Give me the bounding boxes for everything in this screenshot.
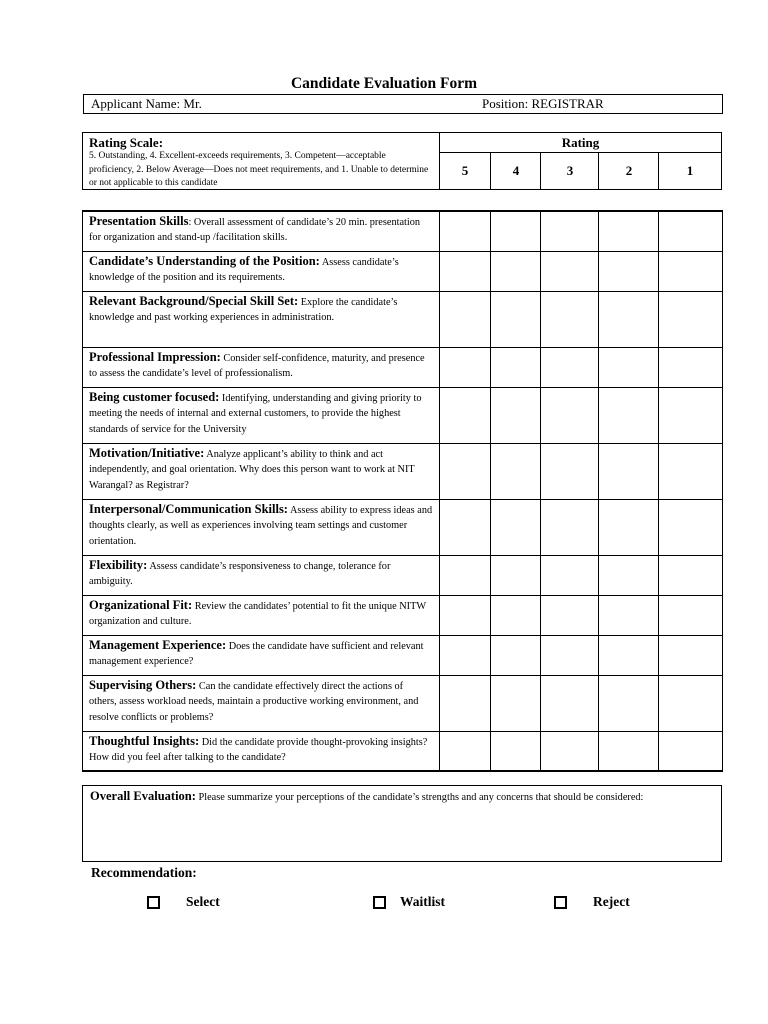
rating-cell-5[interactable]	[440, 636, 490, 675]
criterion-text: Assess candidate’s knowledge of the position and its requirements.	[89, 257, 399, 284]
rating-cell-4[interactable]	[490, 348, 541, 387]
applicant-row	[83, 94, 723, 114]
option-reject[interactable]	[554, 894, 630, 910]
criterion-text: Identifying, understanding and giving priority to meeting the needs of internal and external customers, to provide the highest standards of service for the University	[89, 393, 422, 435]
criterion-row	[83, 388, 722, 444]
rating-cell-4[interactable]	[490, 676, 541, 731]
rating-cell-5[interactable]	[440, 556, 490, 595]
rating-value-3: 3	[540, 152, 599, 189]
rating-value-2: 2	[598, 152, 659, 189]
criterion-title: Supervising Others:	[89, 678, 197, 692]
rating-cell-2[interactable]	[598, 212, 659, 251]
criterion-row	[83, 556, 722, 596]
option-reject-label: Reject	[593, 894, 630, 909]
rating-cell-2[interactable]	[598, 348, 659, 387]
criterion-description	[83, 596, 440, 635]
rating-cell-4[interactable]	[490, 212, 541, 251]
criterion-description	[83, 676, 440, 731]
rating-cell-5[interactable]	[440, 500, 490, 555]
checkbox-icon[interactable]	[554, 896, 567, 909]
rating-scale-heading: Rating Scale:	[89, 135, 164, 150]
rating-cell-2[interactable]	[598, 556, 659, 595]
rating-cell-2[interactable]	[598, 444, 659, 499]
criterion-title: Professional Impression:	[89, 350, 221, 364]
rating-cell-2[interactable]	[598, 252, 659, 291]
rating-cell-3[interactable]	[540, 252, 599, 291]
criterion-title: Relevant Background/Special Skill Set:	[89, 294, 299, 308]
criterion-description	[83, 636, 440, 675]
overall-evaluation-text: Please summarize your perceptions of the candidate’s strengths and any concerns that should be considered:	[195, 792, 644, 803]
criterion-text: Assess candidate’s responsiveness to change, tolerance for ambiguity.	[89, 561, 391, 588]
rating-cell-5[interactable]	[440, 348, 490, 387]
rating-cell-4[interactable]	[490, 252, 541, 291]
criterion-description	[83, 732, 440, 770]
rating-cell-1[interactable]	[658, 732, 722, 770]
overall-evaluation-box[interactable]	[82, 785, 722, 862]
criterion-text: Did the candidate provide thought-provoking insights? How did you feel after talking to the candidate?	[89, 737, 428, 764]
rating-cell-2[interactable]	[598, 500, 659, 555]
rating-cell-1[interactable]	[658, 556, 722, 595]
option-waitlist[interactable]	[373, 894, 445, 910]
criterion-row	[83, 292, 722, 348]
criteria-table	[82, 210, 723, 772]
rating-scale-table	[82, 132, 722, 190]
form-title: Candidate Evaluation Form	[290, 75, 477, 92]
rating-cell-2[interactable]	[598, 636, 659, 675]
rating-cell-5[interactable]	[440, 676, 490, 731]
rating-cell-5[interactable]	[440, 732, 490, 770]
rating-scale-legend	[83, 133, 440, 189]
rating-cell-4[interactable]	[490, 388, 541, 443]
criterion-text: Review the candidates’ potential to fit the unique NITW organization and culture.	[89, 601, 426, 628]
criterion-title: Interpersonal/Communication Skills:	[89, 502, 288, 516]
criterion-title: Organizational Fit:	[89, 598, 193, 612]
rating-cell-3[interactable]	[540, 732, 599, 770]
criterion-title: Management Experience:	[89, 638, 227, 652]
criterion-description	[83, 212, 440, 251]
rating-cell-4[interactable]	[490, 596, 541, 635]
criterion-description	[83, 388, 440, 443]
rating-cell-4[interactable]	[490, 636, 541, 675]
rating-cell-5[interactable]	[440, 596, 490, 635]
rating-cell-5[interactable]	[440, 444, 490, 499]
criterion-title: Flexibility:	[89, 558, 148, 572]
criterion-row	[83, 732, 722, 772]
criterion-title: Presentation Skills	[89, 214, 189, 228]
criterion-row	[83, 444, 722, 500]
rating-cell-3[interactable]	[540, 444, 599, 499]
rating-cell-2[interactable]	[598, 292, 659, 347]
applicant-name-field[interactable]: Applicant Name: Mr.	[91, 96, 202, 111]
rating-cell-1[interactable]	[658, 444, 722, 499]
recommendation-heading: Recommendation:	[91, 865, 197, 880]
rating-cell-5[interactable]	[440, 292, 490, 347]
criterion-title: Candidate’s Understanding of the Position:	[89, 254, 320, 268]
criterion-description	[83, 444, 440, 499]
criterion-title: Motivation/Initiative:	[89, 446, 205, 460]
position-field[interactable]: Position: REGISTRAR	[482, 96, 604, 111]
criterion-row	[83, 500, 722, 556]
rating-cell-3[interactable]	[540, 348, 599, 387]
option-waitlist-label: Waitlist	[400, 894, 446, 909]
rating-cell-4[interactable]	[490, 500, 541, 555]
rating-cell-2[interactable]	[598, 596, 659, 635]
criterion-row	[83, 212, 722, 252]
rating-cell-1[interactable]	[658, 388, 722, 443]
rating-cell-2[interactable]	[598, 676, 659, 731]
criterion-description	[83, 348, 440, 387]
overall-evaluation-title: Overall Evaluation:	[90, 789, 196, 803]
criterion-text: Consider self-confidence, maturity, and presence to assess the candidate’s level of professionalism.	[89, 353, 425, 380]
criterion-title: Thoughtful Insights:	[89, 734, 200, 748]
checkbox-icon[interactable]	[147, 896, 160, 909]
rating-cell-4[interactable]	[490, 556, 541, 595]
option-select-label: Select	[186, 894, 220, 909]
rating-header: Rating	[440, 133, 721, 153]
rating-cell-3[interactable]	[540, 292, 599, 347]
rating-cell-2[interactable]	[598, 732, 659, 770]
criterion-text: Analyze applicant’s ability to think and act independently, and goal orientation. Why does this person want to work at NIT Warangal? as Registrar?	[89, 449, 415, 491]
criterion-text: Explore the candidate’s knowledge and past working experiences in administration.	[89, 297, 398, 324]
rating-cell-3[interactable]	[540, 596, 599, 635]
criterion-row	[83, 636, 722, 676]
rating-cell-2[interactable]	[598, 388, 659, 443]
criterion-row	[83, 252, 722, 292]
criterion-description	[83, 500, 440, 555]
rating-cell-3[interactable]	[540, 676, 599, 731]
rating-scale-description: 5. Outstanding, 4. Excellent-exceeds requirements, 3. Competent—acceptable proficiency, 2. Below Average—Does not meet requirements, and 1. Unable to determine or not applicable to this candidate	[89, 151, 429, 188]
criterion-text: Can the candidate effectively direct the actions of others, assess workload needs, maintain a productive working environment, and resolve conflicts or problems?	[89, 681, 419, 723]
rating-cell-4[interactable]	[490, 444, 541, 499]
rating-cell-5[interactable]	[440, 252, 490, 291]
criterion-row	[83, 596, 722, 636]
rating-cell-1[interactable]	[658, 596, 722, 635]
rating-cell-1[interactable]	[658, 212, 722, 251]
criterion-description	[83, 292, 440, 347]
rating-cell-3[interactable]	[540, 212, 599, 251]
rating-cell-1[interactable]	[658, 292, 722, 347]
rating-cell-4[interactable]	[490, 292, 541, 347]
rating-cell-1[interactable]	[658, 252, 722, 291]
criterion-description	[83, 556, 440, 595]
rating-cell-1[interactable]	[658, 676, 722, 731]
criterion-description	[83, 252, 440, 291]
rating-value-1: 1	[658, 152, 721, 189]
rating-cell-4[interactable]	[490, 732, 541, 770]
rating-cell-1[interactable]	[658, 636, 722, 675]
criterion-text: Assess ability to express ideas and thoughts clearly, as well as experiences involving team settings and customer orientation.	[89, 505, 433, 547]
rating-cell-3[interactable]	[540, 556, 599, 595]
criterion-title: Being customer focused:	[89, 390, 220, 404]
rating-cell-5[interactable]	[440, 212, 490, 251]
rating-cell-3[interactable]	[540, 636, 599, 675]
criterion-row	[83, 348, 722, 388]
rating-value-5: 5	[461, 163, 469, 178]
rating-cell-1[interactable]	[658, 500, 722, 555]
criterion-row	[83, 676, 722, 732]
criterion-text: : Overall assessment of candidate’s 20 min. presentation for organization and stand-up /facilitation skills.	[89, 217, 421, 244]
rating-cell-3[interactable]	[540, 388, 599, 443]
rating-cell-1[interactable]	[658, 348, 722, 387]
rating-cell-3[interactable]	[540, 500, 599, 555]
criterion-text: Does the candidate have sufficient and relevant management experience?	[89, 641, 424, 668]
rating-cell-5[interactable]	[440, 388, 490, 443]
rating-value-4: 4	[490, 152, 541, 189]
checkbox-icon[interactable]	[373, 896, 386, 909]
option-select[interactable]	[147, 894, 220, 910]
